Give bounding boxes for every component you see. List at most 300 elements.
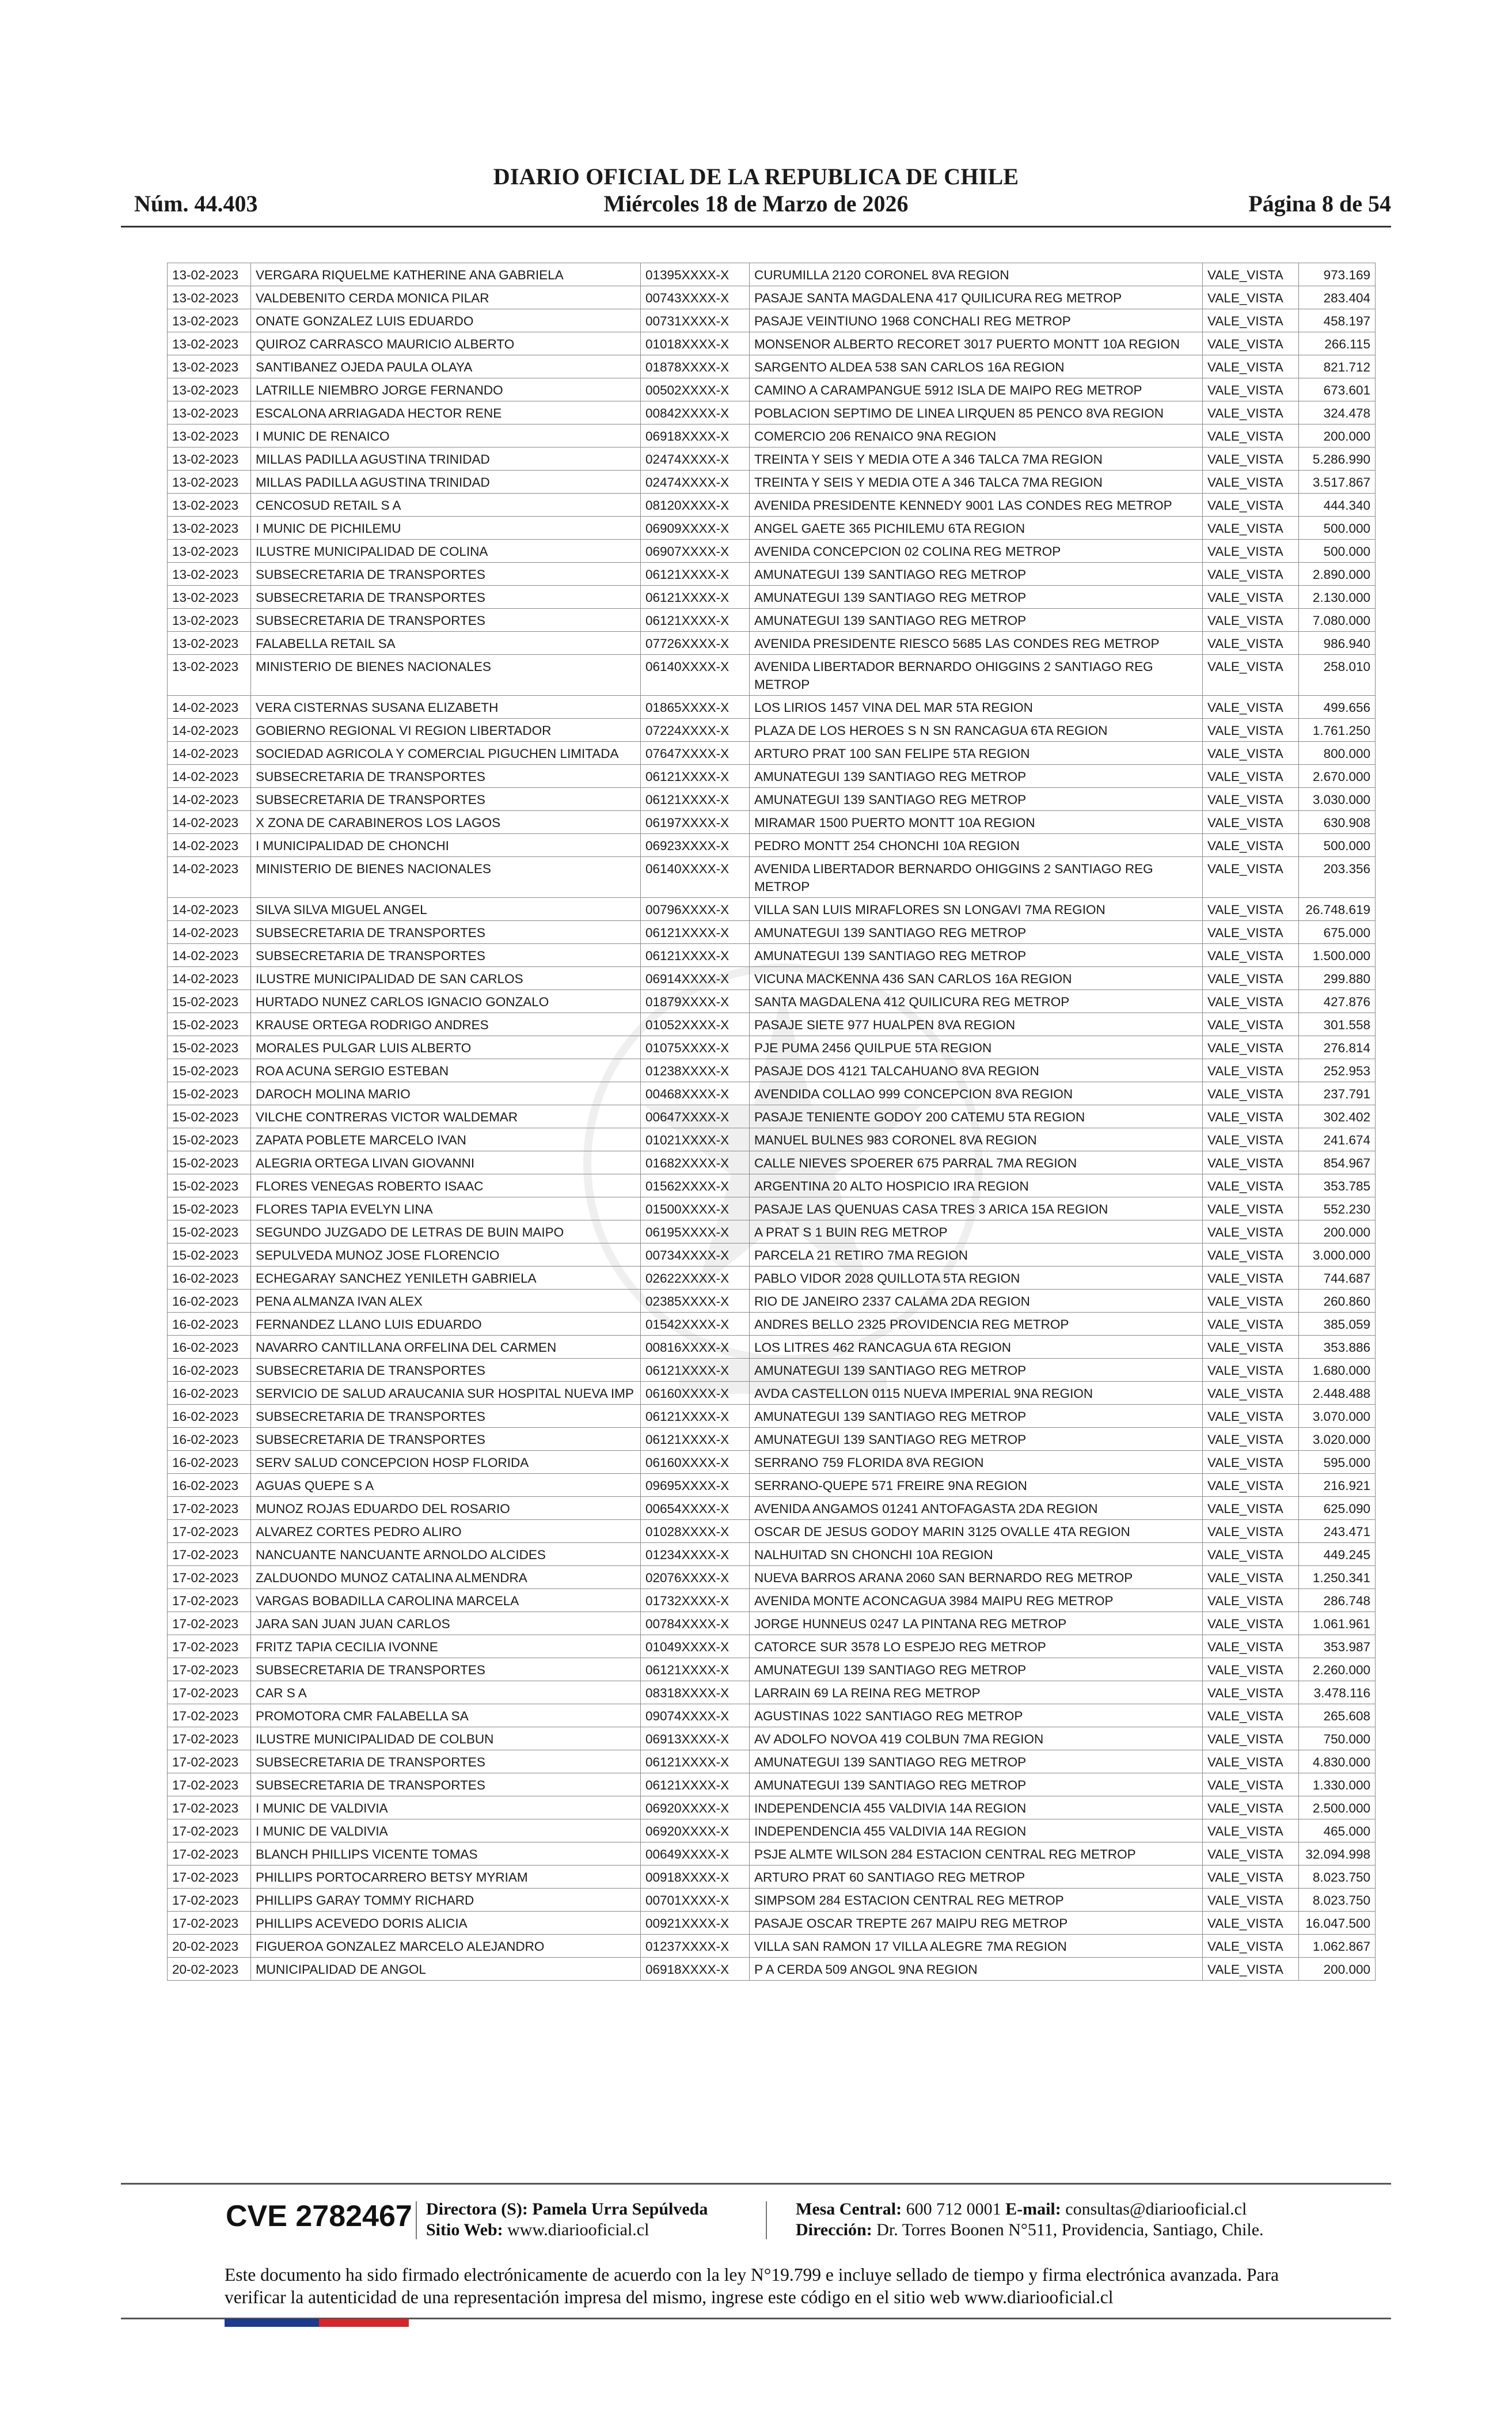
address-cell: AVENIDA LIBERTADOR BERNARDO OHIGGINS 2 SANTIAGO REG METROP [750,857,1203,898]
beneficiary-cell: I MUNIC DE PICHILEMU [251,517,641,540]
payment-type-cell: VALE_VISTA [1203,1842,1299,1866]
table-row [168,1958,1376,1981]
amount-cell: 1.062.867 [1299,1935,1376,1958]
beneficiary-cell: AGUAS QUEPE S A [251,1474,641,1497]
amount-cell: 276.814 [1299,1036,1376,1059]
table-row [168,1359,1376,1382]
beneficiary-cell: FRITZ TAPIA CECILIA IVONNE [251,1635,641,1658]
central-label: Mesa Central: [796,2200,902,2219]
cve-code: CVE 2782467 [226,2200,412,2233]
amount-cell: 353.785 [1299,1174,1376,1197]
table-row [168,609,1376,632]
rut-cell: 08120XXXX-X [641,494,750,517]
amount-cell: 299.880 [1299,967,1376,990]
amount-cell: 200.000 [1299,1958,1376,1981]
payment-type-cell: VALE_VISTA [1203,1635,1299,1658]
beneficiary-cell: SERVICIO DE SALUD ARAUCANIA SUR HOSPITAL NUEVA IMP [251,1382,641,1405]
payment-type-cell: VALE_VISTA [1203,1428,1299,1451]
amount-cell: 630.908 [1299,811,1376,834]
table-row [168,1658,1376,1681]
rut-cell: 06121XXXX-X [641,765,750,788]
beneficiary-cell: JARA SAN JUAN JUAN CARLOS [251,1612,641,1635]
rut-cell: 06140XXXX-X [641,857,750,898]
address-cell: PABLO VIDOR 2028 QUILLOTA 5TA REGION [750,1267,1203,1290]
table-row [168,309,1376,332]
address-cell: LARRAIN 69 LA REINA REG METROP [750,1681,1203,1704]
address-cell: P A CERDA 509 ANGOL 9NA REGION [750,1958,1203,1981]
beneficiary-cell: SUBSECRETARIA DE TRANSPORTES [251,1405,641,1428]
table-row [168,517,1376,540]
web-label: Sitio Web: [426,2220,503,2239]
rut-cell: 06121XXXX-X [641,1405,750,1428]
table-row [168,1474,1376,1497]
rut-cell: 01021XXXX-X [641,1128,750,1151]
payment-type-cell: VALE_VISTA [1203,765,1299,788]
beneficiary-cell: I MUNIC DE RENAICO [251,424,641,448]
rut-cell: 06121XXXX-X [641,921,750,944]
amount-cell: 499.656 [1299,696,1376,719]
beneficiary-cell: SEGUNDO JUZGADO DE LETRAS DE BUIN MAIPO [251,1220,641,1243]
address-cell: NUEVA BARROS ARANA 2060 SAN BERNARDO REG METROP [750,1566,1203,1589]
table-row [168,1036,1376,1059]
beneficiary-cell: SUBSECRETARIA DE TRANSPORTES [251,944,641,967]
payment-type-cell: VALE_VISTA [1203,1889,1299,1912]
payment-type-cell: VALE_VISTA [1203,696,1299,719]
beneficiary-cell: FLORES VENEGAS ROBERTO ISAAC [251,1174,641,1197]
address-cell: SANTA MAGDALENA 412 QUILICURA REG METROP [750,990,1203,1013]
date-cell: 15-02-2023 [168,1151,251,1174]
address-cell: OSCAR DE JESUS GODOY MARIN 3125 OVALLE 4TA REGION [750,1520,1203,1543]
table-row [168,655,1376,696]
signature-disclaimer: Este documento ha sido firmado electrónicamente de acuerdo con la ley N°19.799 e incluye sellado de tiempo y firma electrónica avanzada. Para verificar la autenticidad de una representación impresa del mismo, ingrese este código en el sitio web www.diariooficial.cl [225,2265,1279,2307]
beneficiary-cell: MILLAS PADILLA AGUSTINA TRINIDAD [251,471,641,494]
beneficiary-cell: ILUSTRE MUNICIPALIDAD DE SAN CARLOS [251,967,641,990]
address-cell: ANDRES BELLO 2325 PROVIDENCIA REG METROP [750,1313,1203,1336]
rut-cell: 06121XXXX-X [641,944,750,967]
table-row [168,1197,1376,1220]
amount-cell: 973.169 [1299,263,1376,286]
address-cell: AGUSTINAS 1022 SANTIAGO REG METROP [750,1704,1203,1727]
table-row [168,1912,1376,1935]
amount-cell: 673.601 [1299,378,1376,401]
table-row [168,1290,1376,1313]
date-cell: 17-02-2023 [168,1543,251,1566]
beneficiary-cell: HURTADO NUNEZ CARLOS IGNACIO GONZALO [251,990,641,1013]
rut-cell: 01500XXXX-X [641,1197,750,1220]
table-row [168,401,1376,424]
date-cell: 14-02-2023 [168,944,251,967]
beneficiary-cell: GOBIERNO REGIONAL VI REGION LIBERTADOR [251,719,641,742]
date-cell: 16-02-2023 [168,1451,251,1474]
payment-type-cell: VALE_VISTA [1203,1036,1299,1059]
payment-type-cell: VALE_VISTA [1203,1566,1299,1589]
amount-cell: 252.953 [1299,1059,1376,1082]
payment-type-cell: VALE_VISTA [1203,1727,1299,1750]
amount-cell: 552.230 [1299,1197,1376,1220]
rut-cell: 00784XXXX-X [641,1612,750,1635]
beneficiary-cell: PHILLIPS PORTOCARRERO BETSY MYRIAM [251,1866,641,1889]
web-link[interactable]: www.diariooficial.cl [507,2220,649,2239]
beneficiary-cell: NAVARRO CANTILLANA ORFELINA DEL CARMEN [251,1336,641,1359]
rut-cell: 06918XXXX-X [641,424,750,448]
amount-cell: 324.478 [1299,401,1376,424]
beneficiary-cell: SILVA SILVA MIGUEL ANGEL [251,898,641,921]
beneficiary-cell: SERV SALUD CONCEPCION HOSP FLORIDA [251,1451,641,1474]
amount-cell: 8.023.750 [1299,1866,1376,1889]
table-row [168,494,1376,517]
address-cell: MONSENOR ALBERTO RECORET 3017 PUERTO MONTT 10A REGION [750,332,1203,355]
rut-cell: 06195XXXX-X [641,1220,750,1243]
table-row [168,1313,1376,1336]
table-row [168,1635,1376,1658]
table-row [168,742,1376,765]
address-cell: MANUEL BULNES 983 CORONEL 8VA REGION [750,1128,1203,1151]
amount-cell: 2.500.000 [1299,1796,1376,1819]
rut-cell: 06121XXXX-X [641,1658,750,1681]
address-cell: AVENIDA CONCEPCION 02 COLINA REG METROP [750,540,1203,563]
payment-type-cell: VALE_VISTA [1203,1796,1299,1819]
rut-cell: 06140XXXX-X [641,655,750,696]
address-cell: AMUNATEGUI 139 SANTIAGO REG METROP [750,1658,1203,1681]
table-row [168,1451,1376,1474]
address-cell: AMUNATEGUI 139 SANTIAGO REG METROP [750,1359,1203,1382]
table-row [168,1220,1376,1243]
date-cell: 16-02-2023 [168,1405,251,1428]
amount-cell: 385.059 [1299,1313,1376,1336]
rut-cell: 01075XXXX-X [641,1036,750,1059]
payment-type-cell: VALE_VISTA [1203,1612,1299,1635]
payment-type-cell: VALE_VISTA [1203,540,1299,563]
rut-cell: 01049XXXX-X [641,1635,750,1658]
date-cell: 13-02-2023 [168,540,251,563]
table-row [168,1704,1376,1727]
payment-type-cell: VALE_VISTA [1203,1059,1299,1082]
address-cell: RIO DE JANEIRO 2337 CALAMA 2DA REGION [750,1290,1203,1313]
rut-cell: 09074XXXX-X [641,1704,750,1727]
address-cell: AVENIDA PRESIDENTE KENNEDY 9001 LAS CONDES REG METROP [750,494,1203,517]
date-cell: 15-02-2023 [168,1243,251,1267]
amount-cell: 3.517.867 [1299,471,1376,494]
table-row [168,1174,1376,1197]
payment-type-cell: VALE_VISTA [1203,494,1299,517]
address-cell: PLAZA DE LOS HEROES S N SN RANCAGUA 6TA REGION [750,719,1203,742]
beneficiary-cell: QUIROZ CARRASCO MAURICIO ALBERTO [251,332,641,355]
address-cell: ANGEL GAETE 365 PICHILEMU 6TA REGION [750,517,1203,540]
table-row [168,788,1376,811]
table-row [168,1796,1376,1819]
date-cell: 15-02-2023 [168,1220,251,1243]
payment-type-cell: VALE_VISTA [1203,448,1299,471]
date-cell: 14-02-2023 [168,719,251,742]
rut-cell: 01865XXXX-X [641,696,750,719]
table-row [168,1128,1376,1151]
amount-cell: 32.094.998 [1299,1842,1376,1866]
beneficiary-cell: SUBSECRETARIA DE TRANSPORTES [251,765,641,788]
address-cell: AVDA CASTELLON 0115 NUEVA IMPERIAL 9NA REGION [750,1382,1203,1405]
payment-type-cell: VALE_VISTA [1203,1359,1299,1382]
payment-type-cell: VALE_VISTA [1203,1082,1299,1105]
amount-cell: 2.890.000 [1299,563,1376,586]
beneficiary-cell: MILLAS PADILLA AGUSTINA TRINIDAD [251,448,641,471]
payment-type-cell: VALE_VISTA [1203,1658,1299,1681]
address-cell: PASAJE SIETE 977 HUALPEN 8VA REGION [750,1013,1203,1036]
amount-cell: 16.047.500 [1299,1912,1376,1935]
rut-cell: 01052XXXX-X [641,1013,750,1036]
date-cell: 17-02-2023 [168,1889,251,1912]
date-cell: 13-02-2023 [168,263,251,286]
beneficiary-cell: VALDEBENITO CERDA MONICA PILAR [251,286,641,309]
amount-cell: 1.500.000 [1299,944,1376,967]
payment-type-cell: VALE_VISTA [1203,1197,1299,1220]
amount-cell: 458.197 [1299,309,1376,332]
payment-type-cell: VALE_VISTA [1203,1750,1299,1773]
date-cell: 13-02-2023 [168,401,251,424]
address-cell: SERRANO 759 FLORIDA 8VA REGION [750,1451,1203,1474]
table-row [168,1336,1376,1359]
payment-type-cell: VALE_VISTA [1203,1474,1299,1497]
amount-cell: 200.000 [1299,1220,1376,1243]
rut-cell: 06121XXXX-X [641,586,750,609]
payment-type-cell: VALE_VISTA [1203,517,1299,540]
address-cell: INDEPENDENCIA 455 VALDIVIA 14A REGION [750,1796,1203,1819]
amount-cell: 286.748 [1299,1589,1376,1612]
rut-cell: 06923XXXX-X [641,834,750,857]
date-cell: 14-02-2023 [168,765,251,788]
date-cell: 13-02-2023 [168,517,251,540]
amount-cell: 353.886 [1299,1336,1376,1359]
payment-type-cell: VALE_VISTA [1203,1220,1299,1243]
payments-table [167,263,1376,1981]
footer-divider [121,2183,1391,2185]
payment-type-cell: VALE_VISTA [1203,967,1299,990]
payment-type-cell: VALE_VISTA [1203,378,1299,401]
payment-type-cell: VALE_VISTA [1203,263,1299,286]
rut-cell: 00842XXXX-X [641,401,750,424]
date-cell: 13-02-2023 [168,632,251,655]
footer-separator [416,2201,417,2239]
director-label: Directora (S): [426,2200,528,2219]
rut-cell: 06920XXXX-X [641,1796,750,1819]
address-cell: PASAJE OSCAR TREPTE 267 MAIPU REG METROP [750,1912,1203,1935]
table-row [168,1889,1376,1912]
date-cell: 13-02-2023 [168,448,251,471]
director-name: Pamela Urra Sepúlveda [532,2200,708,2219]
rut-cell: 00918XXXX-X [641,1866,750,1889]
address-cell: PASAJE TENIENTE GODOY 200 CATEMU 5TA REGION [750,1105,1203,1128]
rut-cell: 06121XXXX-X [641,1359,750,1382]
beneficiary-cell: SUBSECRETARIA DE TRANSPORTES [251,1773,641,1796]
payment-type-cell: VALE_VISTA [1203,834,1299,857]
issue-number: Núm. 44.403 [134,191,258,217]
payment-type-cell: VALE_VISTA [1203,1451,1299,1474]
beneficiary-cell: SOCIEDAD AGRICOLA Y COMERCIAL PIGUCHEN LIMITADA [251,742,641,765]
address-cell: AVENIDA ANGAMOS 01241 ANTOFAGASTA 2DA REGION [750,1497,1203,1520]
payment-type-cell: VALE_VISTA [1203,1128,1299,1151]
payment-type-cell: VALE_VISTA [1203,742,1299,765]
payment-type-cell: VALE_VISTA [1203,1543,1299,1566]
table-row [168,563,1376,586]
rut-cell: 01682XXXX-X [641,1151,750,1174]
rut-cell: 00701XXXX-X [641,1889,750,1912]
beneficiary-cell: VERGARA RIQUELME KATHERINE ANA GABRIELA [251,263,641,286]
table-row [168,632,1376,655]
payment-type-cell: VALE_VISTA [1203,655,1299,696]
payment-type-cell: VALE_VISTA [1203,471,1299,494]
payment-type-cell: VALE_VISTA [1203,1151,1299,1174]
address-cell: CAMINO A CARAMPANGUE 5912 ISLA DE MAIPO REG METROP [750,378,1203,401]
amount-cell: 854.967 [1299,1151,1376,1174]
footer-contact-block [796,2199,1264,2240]
address-cell: VILLA SAN LUIS MIRAFLORES SN LONGAVI 7MA REGION [750,898,1203,921]
beneficiary-cell: FALABELLA RETAIL SA [251,632,641,655]
rut-cell: 00743XXXX-X [641,286,750,309]
table-row [168,378,1376,401]
table-row [168,1497,1376,1520]
beneficiary-cell: PENA ALMANZA IVAN ALEX [251,1290,641,1313]
rut-cell: 00654XXXX-X [641,1497,750,1520]
amount-cell: 3.030.000 [1299,788,1376,811]
payment-type-cell: VALE_VISTA [1203,563,1299,586]
address-cell: MIRAMAR 1500 PUERTO MONTT 10A REGION [750,811,1203,834]
date-cell: 17-02-2023 [168,1727,251,1750]
table-row [168,990,1376,1013]
beneficiary-cell: SANTIBANEZ OJEDA PAULA OLAYA [251,355,641,378]
payment-type-cell: VALE_VISTA [1203,1589,1299,1612]
rut-cell: 06121XXXX-X [641,563,750,586]
date-cell: 13-02-2023 [168,378,251,401]
amount-cell: 302.402 [1299,1105,1376,1128]
beneficiary-cell: MORALES PULGAR LUIS ALBERTO [251,1036,641,1059]
table-row [168,1681,1376,1704]
amount-cell: 986.940 [1299,632,1376,655]
beneficiary-cell: SUBSECRETARIA DE TRANSPORTES [251,1658,641,1681]
table-row [168,1151,1376,1174]
date-cell: 14-02-2023 [168,967,251,990]
rut-cell: 06197XXXX-X [641,811,750,834]
table-row [168,424,1376,448]
date-cell: 14-02-2023 [168,834,251,857]
payment-type-cell: VALE_VISTA [1203,1520,1299,1543]
rut-cell: 00816XXXX-X [641,1336,750,1359]
beneficiary-cell: I MUNICIPALIDAD DE CHONCHI [251,834,641,857]
date-cell: 13-02-2023 [168,655,251,696]
address-cell: AMUNATEGUI 139 SANTIAGO REG METROP [750,1405,1203,1428]
payment-type-cell: VALE_VISTA [1203,719,1299,742]
beneficiary-cell: MINISTERIO DE BIENES NACIONALES [251,857,641,898]
rut-cell: 06160XXXX-X [641,1451,750,1474]
rut-cell: 06918XXXX-X [641,1958,750,1981]
email-link[interactable]: consultas@diariooficial.cl [1065,2200,1247,2219]
table-row [168,719,1376,742]
address-cell: PASAJE DOS 4121 TALCAHUANO 8VA REGION [750,1059,1203,1082]
amount-cell: 750.000 [1299,1727,1376,1750]
address-cell: SARGENTO ALDEA 538 SAN CARLOS 16A REGION [750,355,1203,378]
payment-type-cell: VALE_VISTA [1203,355,1299,378]
table-row [168,1750,1376,1773]
amount-cell: 26.748.619 [1299,898,1376,921]
flag-stripe-red [319,2319,409,2327]
amount-cell: 675.000 [1299,921,1376,944]
payment-type-cell: VALE_VISTA [1203,990,1299,1013]
footer-director-block [426,2199,708,2240]
date-cell: 16-02-2023 [168,1359,251,1382]
table-row [168,1267,1376,1290]
beneficiary-cell: SUBSECRETARIA DE TRANSPORTES [251,563,641,586]
date-cell: 15-02-2023 [168,1059,251,1082]
table-row [168,1935,1376,1958]
date-cell: 15-02-2023 [168,1197,251,1220]
rut-cell: 06121XXXX-X [641,1750,750,1773]
date-cell: 13-02-2023 [168,494,251,517]
address-cell: PEDRO MONTT 254 CHONCHI 10A REGION [750,834,1203,857]
payment-type-cell: VALE_VISTA [1203,788,1299,811]
rut-cell: 06121XXXX-X [641,788,750,811]
rut-cell: 06914XXXX-X [641,967,750,990]
payment-type-cell: VALE_VISTA [1203,1704,1299,1727]
amount-cell: 3.000.000 [1299,1243,1376,1267]
table-row [168,811,1376,834]
table-row [168,765,1376,788]
beneficiary-cell: SUBSECRETARIA DE TRANSPORTES [251,921,641,944]
table-row [168,586,1376,609]
rut-cell: 01028XXXX-X [641,1520,750,1543]
amount-cell: 1.250.341 [1299,1566,1376,1589]
date-cell: 17-02-2023 [168,1750,251,1773]
rut-cell: 00796XXXX-X [641,898,750,921]
payment-type-cell: VALE_VISTA [1203,309,1299,332]
rut-cell: 07647XXXX-X [641,742,750,765]
beneficiary-cell: ROA ACUNA SERGIO ESTEBAN [251,1059,641,1082]
table-row [168,1243,1376,1267]
address-cell: SERRANO-QUEPE 571 FREIRE 9NA REGION [750,1474,1203,1497]
rut-cell: 01234XXXX-X [641,1543,750,1566]
date-cell: 15-02-2023 [168,1174,251,1197]
date-cell: 13-02-2023 [168,424,251,448]
address-cell: SIMPSOM 284 ESTACION CENTRAL REG METROP [750,1889,1203,1912]
amount-cell: 7.080.000 [1299,609,1376,632]
rut-cell: 01018XXXX-X [641,332,750,355]
date-cell: 17-02-2023 [168,1842,251,1866]
date-cell: 13-02-2023 [168,332,251,355]
amount-cell: 265.608 [1299,1704,1376,1727]
beneficiary-cell: SUBSECRETARIA DE TRANSPORTES [251,609,641,632]
amount-cell: 3.070.000 [1299,1405,1376,1428]
rut-cell: 01732XXXX-X [641,1589,750,1612]
payment-type-cell: VALE_VISTA [1203,1336,1299,1359]
date-cell: 17-02-2023 [168,1589,251,1612]
rut-cell: 01562XXXX-X [641,1174,750,1197]
date-cell: 13-02-2023 [168,471,251,494]
address-cell: ARGENTINA 20 ALTO HOSPICIO IRA REGION [750,1174,1203,1197]
address-cell: AV ADOLFO NOVOA 419 COLBUN 7MA REGION [750,1727,1203,1750]
rut-cell: 00468XXXX-X [641,1082,750,1105]
date-cell: 17-02-2023 [168,1704,251,1727]
address-cell: A PRAT S 1 BUIN REG METROP [750,1220,1203,1243]
amount-cell: 1.061.961 [1299,1612,1376,1635]
date-cell: 17-02-2023 [168,1912,251,1935]
rut-cell: 08318XXXX-X [641,1681,750,1704]
amount-cell: 200.000 [1299,424,1376,448]
beneficiary-cell: MINISTERIO DE BIENES NACIONALES [251,655,641,696]
address-cell: AVENDIDA COLLAO 999 CONCEPCION 8VA REGION [750,1082,1203,1105]
table-row [168,696,1376,719]
newspaper-title: DIARIO OFICIAL DE LA REPUBLICA DE CHILE [493,164,1019,189]
address-cell: AMUNATEGUI 139 SANTIAGO REG METROP [750,1750,1203,1773]
address-cell: LOS LIRIOS 1457 VINA DEL MAR 5TA REGION [750,696,1203,719]
table-row [168,1543,1376,1566]
address-cell: INDEPENDENCIA 455 VALDIVIA 14A REGION [750,1819,1203,1842]
address-cell: POBLACION SEPTIMO DE LINEA LIRQUEN 85 PENCO 8VA REGION [750,401,1203,424]
